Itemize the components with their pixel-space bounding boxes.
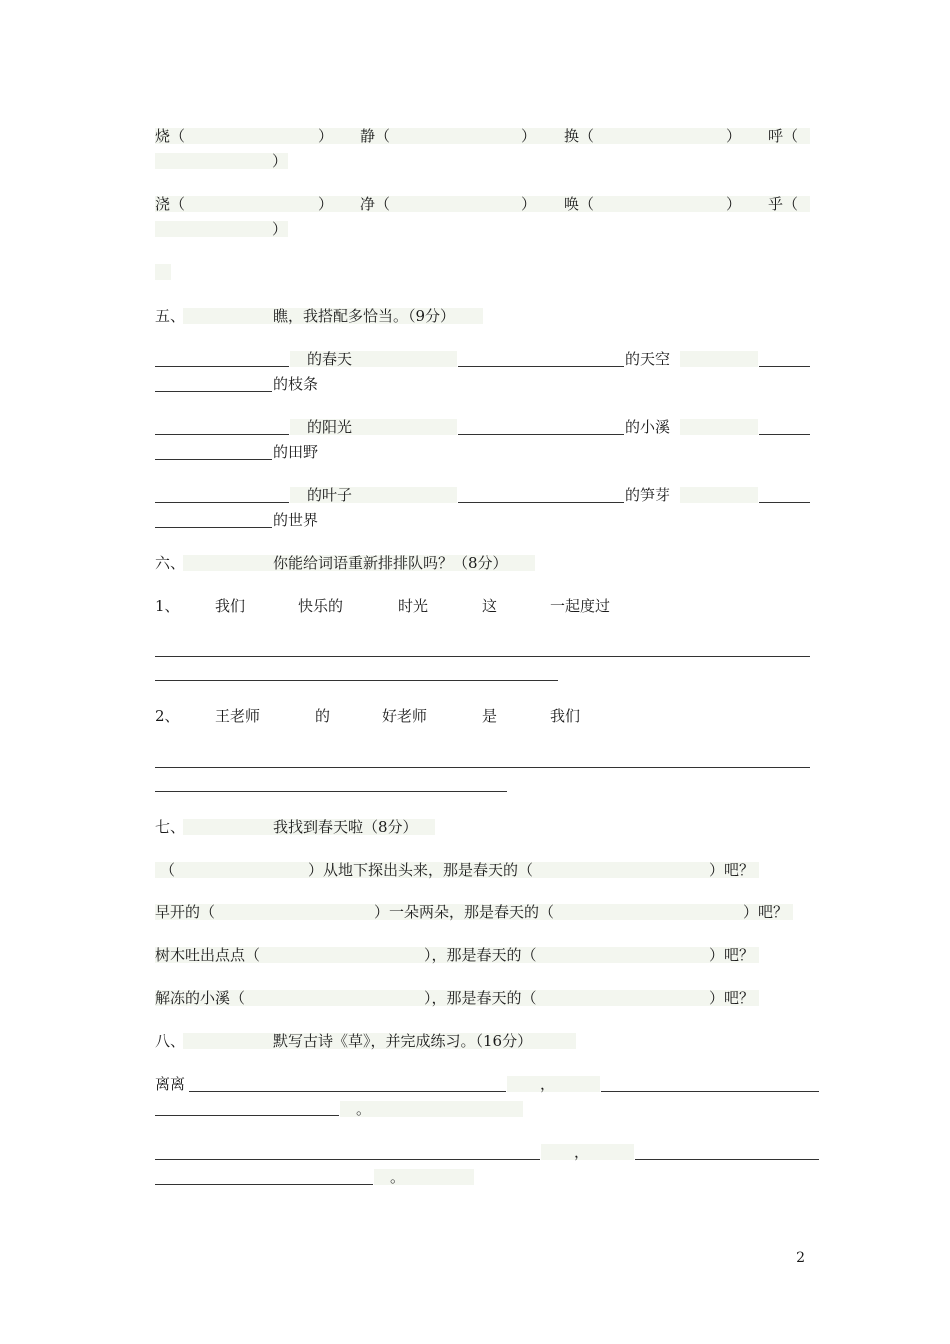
word-hu: 呼（ [768, 127, 799, 145]
word-chip: 一起度过 [550, 597, 611, 615]
fill-line: ）吧？ [709, 989, 755, 1007]
fill-line: ）一朵两朵，那是春天的（ [374, 903, 555, 921]
match-item: 的世界 [273, 511, 319, 529]
fill-line: 早开的（ [155, 903, 216, 921]
question-1-number: 1、 [155, 597, 180, 615]
paren-close: ） [726, 195, 742, 213]
fill-line: ），那是春天的（ [424, 946, 537, 964]
word-chip: 是 [482, 707, 498, 725]
fill-line: ）从地下探出头来，那是春天的（ [308, 861, 534, 879]
paren-close: ） [521, 127, 537, 145]
question-2-number: 2、 [155, 707, 180, 725]
word-chip: 时光 [398, 597, 429, 615]
match-item: 的叶子 [307, 486, 353, 504]
word-huan2: 唤（ [564, 195, 595, 213]
fill-line: ）吧？ [709, 946, 755, 964]
fill-line: ）吧？ [709, 861, 755, 879]
fill-line: ），那是春天的（ [424, 989, 537, 1007]
match-item: 的笋芽 [625, 486, 671, 504]
section-5-number: 五、 [155, 307, 186, 325]
poem-comma: ， [574, 1143, 590, 1161]
section-8-number: 八、 [155, 1032, 186, 1050]
fill-line: （ [160, 861, 176, 879]
word-jing2: 净（ [360, 195, 391, 213]
poem-period: 。 [356, 1100, 372, 1118]
paren-close: ） [272, 152, 288, 170]
paren-close: ） [318, 195, 334, 213]
word-shao: 烧（ [155, 127, 186, 145]
word-chip: 我们 [550, 707, 581, 725]
word-chip: 好老师 [382, 707, 428, 725]
poem-comma: ， [540, 1075, 556, 1093]
paren-close: ） [318, 127, 334, 145]
section-5-title: 瞧，我搭配多恰当。（9分） [273, 307, 456, 325]
section-7-number: 七、 [155, 818, 186, 836]
match-item: 的春天 [307, 350, 353, 368]
word-chip: 这 [482, 597, 498, 615]
word-jiao: 浇（ [155, 195, 186, 213]
section-6-title: 你能给词语重新排排队吗？（8分） [273, 554, 508, 572]
word-chip: 王老师 [215, 707, 261, 725]
word-chip: 我们 [215, 597, 246, 615]
match-item: 的田野 [273, 443, 319, 461]
match-item: 的天空 [625, 350, 671, 368]
word-huan: 换（ [564, 127, 595, 145]
word-chip: 快乐的 [298, 597, 344, 615]
section-7-title: 我找到春天啦（8分） [273, 818, 418, 836]
poem-period: 。 [390, 1168, 406, 1186]
fill-line: ）吧？ [743, 903, 789, 921]
section-8-title: 默写古诗《草》，并完成练习。（16分） [273, 1032, 533, 1050]
section-6-number: 六、 [155, 554, 186, 572]
fill-line: 解冻的小溪（ [155, 989, 246, 1007]
word-hu2: 乎（ [768, 195, 799, 213]
word-chip: 的 [315, 707, 331, 725]
poem-start: 离离 [155, 1075, 186, 1093]
paren-close: ） [726, 127, 742, 145]
word-jing: 静（ [360, 127, 391, 145]
fill-line: 树木吐出点点（ [155, 946, 261, 964]
match-item: 的小溪 [625, 418, 671, 436]
match-item: 的阳光 [307, 418, 353, 436]
paren-close: ） [521, 195, 537, 213]
paren-close: ） [272, 220, 288, 238]
match-item: 的枝条 [273, 375, 319, 393]
page-number: 2 [796, 1250, 805, 1266]
